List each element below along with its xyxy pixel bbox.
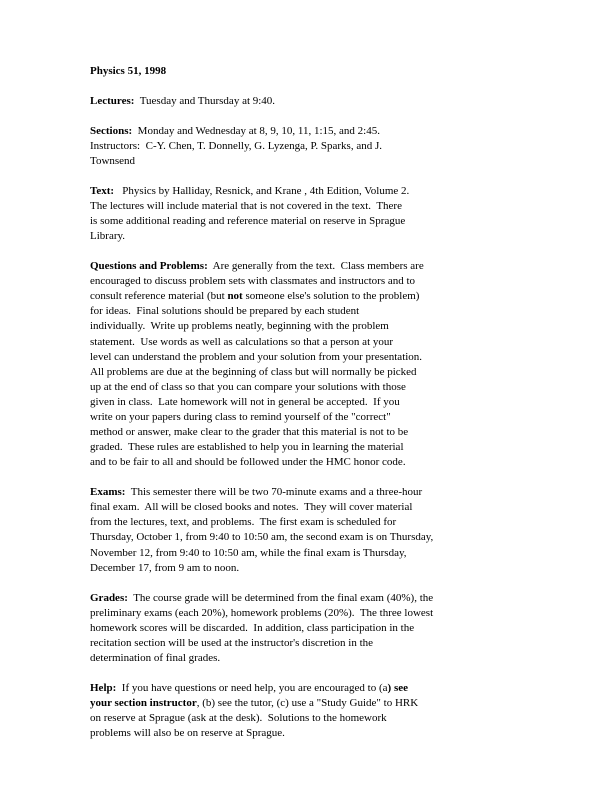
section-sections-line bbox=[90, 154, 468, 169]
body-text: problems will also be on reserve at Sprague. bbox=[90, 727, 285, 740]
section-lectures bbox=[90, 94, 468, 109]
body-text: preliminary exams (each 20%), homework problems (20%). The three lowest bbox=[90, 606, 434, 619]
body-text: recitation section will be used at the instructor's discretion in the bbox=[90, 636, 374, 649]
section-questions-line bbox=[90, 395, 468, 410]
section-sections bbox=[90, 124, 468, 169]
section-questions-line bbox=[90, 335, 468, 350]
bold-text: Lectures: bbox=[90, 94, 135, 107]
document-body bbox=[90, 94, 468, 741]
body-text: Thursday, October 1, from 9:40 to 10:50 am, the second exam is on Thursday, bbox=[90, 531, 434, 544]
body-text: method or answer, make clear to the grader that this material is not to be bbox=[90, 426, 409, 439]
bold-text: Sections: bbox=[90, 124, 133, 137]
body-text: from the lectures, text, and problems. The first exam is scheduled for bbox=[90, 516, 397, 529]
section-text-line bbox=[90, 229, 468, 244]
section-questions-line bbox=[90, 274, 468, 289]
body-text: Monday and Wednesday at 8, 9, 10, 11, 1:15, and 2:45. bbox=[132, 124, 380, 137]
body-text: write on your papers during class to remind yourself of the "correct" bbox=[90, 410, 391, 423]
section-questions-line bbox=[90, 365, 468, 380]
section-questions-line bbox=[90, 304, 468, 319]
section-questions-line bbox=[90, 455, 468, 470]
section-grades-line bbox=[90, 651, 468, 666]
section-text-line bbox=[90, 184, 468, 199]
bold-text: Grades: bbox=[90, 591, 128, 604]
body-text: Tuesday and Thursday at 9:40. bbox=[134, 94, 276, 107]
section-exams-line bbox=[90, 500, 468, 515]
section-text bbox=[90, 184, 468, 244]
section-questions-line bbox=[90, 259, 468, 274]
body-text: is some additional reading and reference material on reserve in Sprague bbox=[90, 215, 406, 228]
section-sections-line bbox=[90, 124, 468, 139]
section-exams-line bbox=[90, 485, 468, 500]
body-text: level can understand the problem and your solution from your presentation. bbox=[90, 350, 423, 363]
section-help-line bbox=[90, 681, 468, 696]
section-help-line bbox=[90, 711, 468, 726]
bold-text: your section instructor bbox=[90, 696, 197, 709]
section-help-line bbox=[90, 726, 468, 741]
body-text: for ideas. Final solutions should be prepared by each student bbox=[90, 305, 360, 318]
bold-text: Text: bbox=[90, 184, 115, 197]
bold-text: Exams: bbox=[90, 486, 126, 499]
section-grades-line bbox=[90, 636, 468, 651]
section-questions-line bbox=[90, 289, 468, 304]
section-questions-line bbox=[90, 380, 468, 395]
section-questions-line bbox=[90, 425, 468, 440]
body-text: This semester there will be two 70-minute exams and a three-hour bbox=[125, 486, 423, 499]
section-grades bbox=[90, 591, 468, 666]
section-text-line bbox=[90, 214, 468, 229]
bold-text: ) see bbox=[387, 681, 408, 694]
body-text: December 17, from 9 am to noon. bbox=[90, 561, 240, 574]
body-text: on reserve at Sprague (ask at the desk). Solutions to the homework bbox=[90, 711, 387, 724]
body-text: determination of final grades. bbox=[90, 651, 221, 664]
body-text: November 12, from 9:40 to 10:50 am, while the final exam is Thursday, bbox=[90, 546, 407, 559]
body-text: Townsend bbox=[90, 154, 136, 167]
body-text: Physics by Halliday, Resnick, and Krane , 4th Edition, Volume 2. bbox=[114, 184, 410, 197]
section-sections-line bbox=[90, 139, 468, 154]
section-grades-line bbox=[90, 621, 468, 636]
section-exams bbox=[90, 485, 468, 576]
body-text: The lectures will include material that is not covered in the text. There bbox=[90, 199, 402, 212]
section-grades-line bbox=[90, 606, 468, 621]
body-text: homework scores will be discarded. In addition, class participation in the bbox=[90, 621, 415, 634]
body-text: up at the end of class so that you can compare your solutions with those bbox=[90, 380, 406, 393]
section-exams-line bbox=[90, 530, 468, 545]
body-text: individually. Write up problems neatly, beginning with the problem bbox=[90, 320, 389, 333]
course-document bbox=[90, 64, 468, 756]
section-questions-line bbox=[90, 440, 468, 455]
section-questions-line bbox=[90, 410, 468, 425]
body-text: given in class. Late homework will not in general be accepted. If you bbox=[90, 395, 400, 408]
section-help-line bbox=[90, 696, 468, 711]
bold-text: Help: bbox=[90, 681, 117, 694]
body-text: consult reference material (but bbox=[90, 290, 228, 303]
body-text: statement. Use words as well as calculations so that a person at your bbox=[90, 335, 394, 348]
body-text: The course grade will be determined from the final exam (40%), the bbox=[127, 591, 434, 604]
body-text: Library. bbox=[90, 230, 126, 243]
section-grades-line bbox=[90, 591, 468, 606]
body-text: final exam. All will be closed books and notes. They will cover material bbox=[90, 501, 413, 514]
section-questions-line bbox=[90, 350, 468, 365]
section-exams-line bbox=[90, 515, 468, 530]
body-text: , (b) see the tutor, (c) use a "Study Guide" to HRK bbox=[196, 696, 419, 709]
section-help bbox=[90, 681, 468, 741]
body-text: someone else's solution to the problem) bbox=[242, 290, 420, 303]
bold-text: not bbox=[227, 290, 243, 303]
section-text-line bbox=[90, 199, 468, 214]
section-lectures-line bbox=[90, 94, 468, 109]
section-questions-line bbox=[90, 319, 468, 334]
section-exams-line bbox=[90, 561, 468, 576]
body-text: If you have questions or need help, you are encouraged to (a bbox=[116, 681, 388, 694]
section-questions bbox=[90, 259, 468, 470]
body-text: Are generally from the text. Class members are bbox=[207, 260, 424, 273]
document-title: Physics 51, 1998 bbox=[90, 65, 167, 77]
body-text: All problems are due at the beginning of class but will normally be picked bbox=[90, 365, 417, 378]
body-text: Instructors: C-Y. Chen, T. Donnelly, G. Lyzenga, P. Sparks, and J. bbox=[90, 139, 382, 152]
section-exams-line bbox=[90, 546, 468, 561]
body-text: encouraged to discuss problem sets with classmates and instructors and to bbox=[90, 275, 416, 288]
body-text: graded. These rules are established to help you in learning the material bbox=[90, 441, 404, 454]
body-text: and to be fair to all and should be followed under the HMC honor code. bbox=[90, 456, 406, 469]
bold-text: Questions and Problems: bbox=[90, 260, 208, 273]
